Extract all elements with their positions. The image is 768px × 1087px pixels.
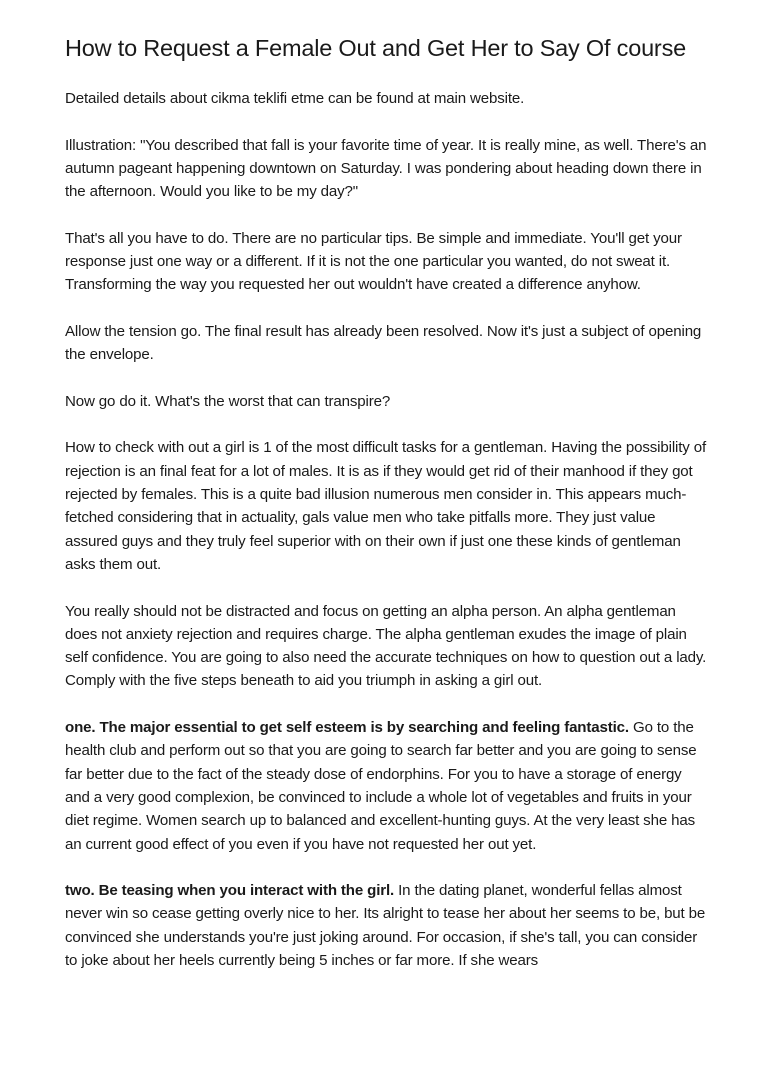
paragraph-illustration: Illustration: "You described that fall is your favorite time of year. It is really mine, as well. There's an autumn pageant happening downtown on Saturday. I was pondering about heading down there in the afternoon. Would you like to be my day?" xyxy=(65,136,707,201)
paragraph-thats-all: That's all you have to do. There are no particular tips. Be simple and immediate. You'll get your response just one way or a different. If it is not the one particular you wanted, do not sweat it. Transforming the way you requested her out wouldn't have created a difference anyhow. xyxy=(65,229,682,294)
paragraph-go-do-it: Now go do it. What's the worst that can transpire? xyxy=(65,392,391,410)
step-two-heading: two. Be teasing when you interact with the girl. xyxy=(65,882,395,900)
paragraph-intro: Detailed details about cikma teklifi etme can be found at main website. xyxy=(65,90,525,107)
step-one-body: Go to the health club and perform out so that you are going to search far better and you are going to sense far better due to the fact of the steady dose of endorphins. For you to have a storage of energy and a very good complexion, be convinced to include a whole lot of vegetables and fruits in your diet regime. Women search up to balanced and excellent-hunting guys. At the very least she has an current good effect of you even if you have not requested her out yet. xyxy=(65,719,697,853)
paragraph-step-two xyxy=(65,879,708,972)
step-one-heading: one. The major essential to get self esteem is by searching and feeling fantastic. xyxy=(65,719,629,737)
document-title: How to Request a Female Out and Get Her to Say Of course xyxy=(65,35,686,61)
paragraph-tension: Allow the tension go. The final result has already been resolved. Now it's just a subject of opening the envelope. xyxy=(65,322,702,364)
paragraph-alpha: You really should not be distracted and focus on getting an alpha person. An alpha gentleman does not anxiety rejection and requires charge. The alpha gentleman exudes the image of plain self confidence. You are going to also need the accurate techniques on how to question out a lady. Comply with the five steps beneath to aid you triumph in asking a girl out. xyxy=(65,602,707,690)
step-two-body: In the dating planet, wonderful fellas almost never win so cease getting overly nice to her. Its alright to tease her about her seems to be, but be convinced she understands you're just joking around. For occasion, if she's tall, you can consider to joke about her heels currently being 5 inches or far more. If she wears xyxy=(65,882,706,969)
paragraph-how-to-check: How to check with out a girl is 1 of the most difficult tasks for a gentleman. Having the possibility of rejection is an final feat for a lot of males. It is as if they would get rid of their manhood if they got rejected by females. This is a quite bad illusion numerous men consider in. This appears much-fetched considering that in actuality, gals value men who take pitfalls more. They just value assured guys and they truly feel superior with on their own if just one these kinds of gentleman asks them out. xyxy=(65,439,707,573)
paragraph-step-one xyxy=(65,716,708,856)
